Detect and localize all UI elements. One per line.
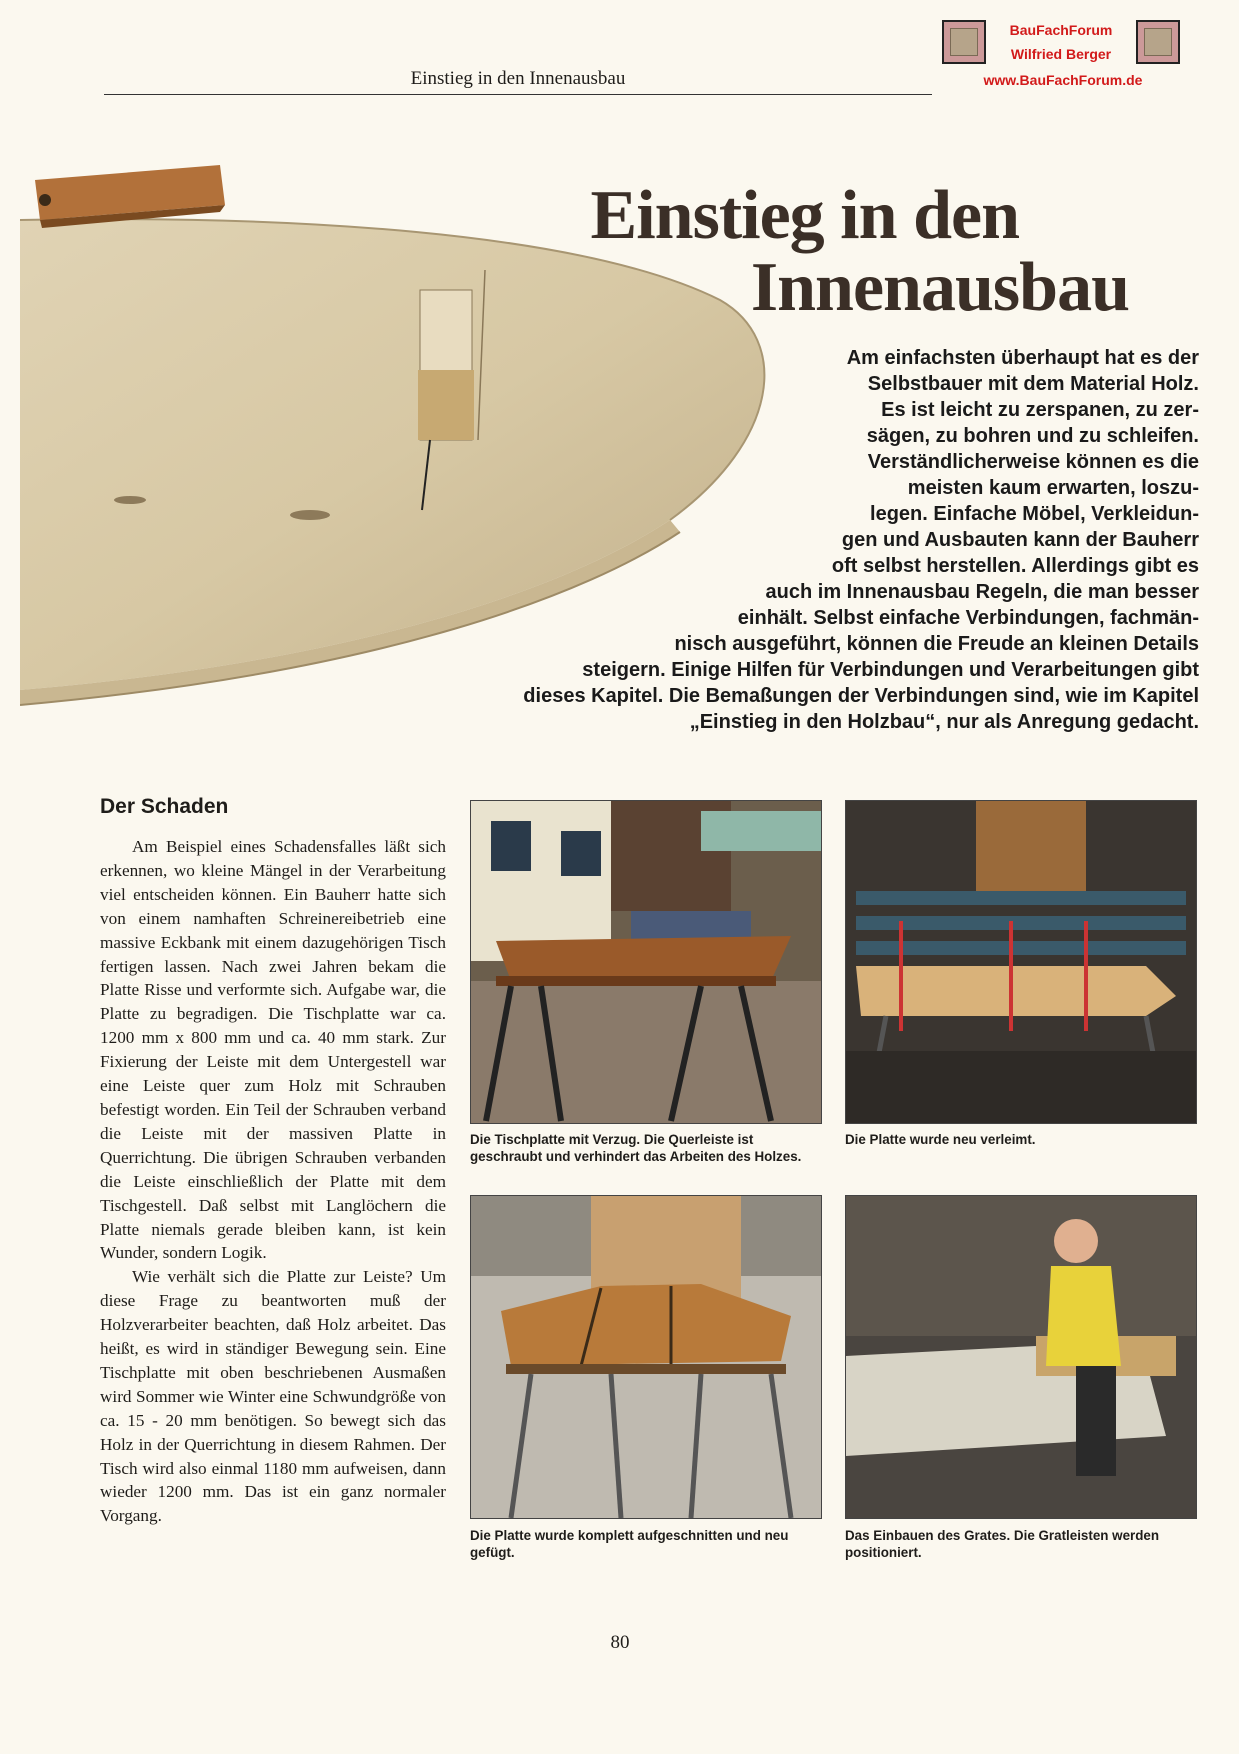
photo-recut-plate — [470, 1195, 822, 1519]
photo-warped-table — [470, 800, 822, 1124]
photo-reglued-plate — [845, 800, 1197, 1124]
logo-url: www.BauFachForum.de — [983, 72, 1143, 88]
intro-line: meisten kaum erwarten, loszu- — [907, 477, 1199, 499]
intro-line: Am einfachsten überhaupt hat es der — [846, 347, 1199, 369]
body-text — [100, 835, 446, 1528]
baufachforum-logo — [938, 18, 1188, 92]
intro-line: Verständlicherweise können es die — [867, 451, 1199, 473]
caption-photo-1: Die Tischplatte mit Verzug. Die Querleiste ist geschraubt und verhindert das Arbeiten des Holzes. — [470, 1132, 802, 1164]
running-head: Einstieg in den Innenausbau — [104, 68, 932, 95]
intro-line: steigern. Einige Hilfen für Verbindungen und Verarbeitungen gibt — [582, 659, 1199, 681]
photo-fitting-dovetail — [845, 1195, 1197, 1519]
intro-line: Selbstbauer mit dem Material Holz. — [867, 373, 1199, 395]
intro-line: gen und Ausbauten kann der Bauherr — [841, 529, 1199, 551]
caption-photo-2: Die Platte wurde neu verleimt. — [845, 1132, 1036, 1147]
title-line-1: Einstieg in den — [590, 177, 1019, 254]
caption-photo-4: Das Einbauen des Grates. Die Gratleisten werden positioniert. — [845, 1528, 1160, 1560]
logo-emblem-icon — [1136, 20, 1180, 64]
logo-emblem-icon — [942, 20, 986, 64]
intro-line: oft selbst herstellen. Allerdings gibt es — [831, 555, 1199, 577]
caption-photo-3: Die Platte wurde komplett aufgeschnitten und neu gefügt. — [470, 1528, 789, 1560]
logo-line-1: BauFachForum — [1009, 22, 1113, 38]
intro-line: Es ist leicht zu zerspanen, zu zer- — [881, 399, 1199, 421]
page-number: 80 — [610, 1632, 630, 1653]
title-line-2: Innenausbau — [750, 249, 1129, 326]
intro-line: auch im Innenausbau Regeln, die man besser — [765, 581, 1199, 603]
paragraph: Am Beispiel eines Schadensfalles läßt sich erkennen, wo kleine Mängel in der Verarbeitung viel entscheiden können. Ein Bauherr hatte sich von einem namhaften Schreinereibetrieb eine massive Eckbank mit einem dazugehörigen Tisch fertigen lassen. Nach zwei Jahren bekam die Platte Risse und verformte sich. Aufgabe war, die Platte zu begradigen. Die Tischplatte war ca. 1200 mm x 800 mm und ca. 40 mm stark. Zur Fixierung der Leiste mit dem Untergestell war eine Leiste quer zum Holz mit Schrauben befestigt worden. Ein Teil der Schrauben verband die Leiste mit der massiven Platte in Querrichtung. Die übrigen Schrauben verbanden die Leiste einschließlich der Platte mit dem Tischgestell. Daß selbst mit Langlöchern die Platte niemals gerade bleiben kann, ist kein Wunder, sondern Logik. — [100, 837, 446, 1263]
chapter-title — [590, 177, 1129, 326]
intro-line: nisch ausgeführt, können die Freude an kleinen Details — [674, 633, 1199, 655]
intro-line: einhält. Selbst einfache Verbindungen, fachmän- — [737, 607, 1199, 629]
intro-line: „Einstieg in den Holzbau“, nur als Anregung gedacht. — [689, 711, 1199, 733]
intro-line: legen. Einfache Möbel, Verkleidun- — [870, 503, 1199, 525]
intro-line: dieses Kapitel. Die Bemaßungen der Verbindungen sind, wie im Kapitel — [523, 685, 1199, 707]
intro-text — [523, 345, 1199, 735]
paragraph: Wie verhält sich die Platte zur Leiste? Um diese Frage zu beantworten muß der Holzverarbeiter beachten, daß Holz arbeitet. Das heißt, es wird in ständiger Bewegung sein. Eine Tischplatte mit oben beschriebenen Ausmaßen wird Sommer wie Winter eine Schwundgröße von ca. 15 - 20 mm benötigen. So bewegt sich das Holz in der Querrichtung in diesem Rahmen. Der Tisch wird also einmal 1180 mm aufweisen, dann wieder 1200 mm. Das ist ein ganz normaler Vorgang. — [100, 1267, 446, 1526]
intro-line: sägen, zu bohren und zu schleifen. — [866, 425, 1199, 447]
section-heading: Der Schaden — [100, 795, 229, 818]
logo-line-2: Wilfried Berger — [1010, 46, 1112, 62]
